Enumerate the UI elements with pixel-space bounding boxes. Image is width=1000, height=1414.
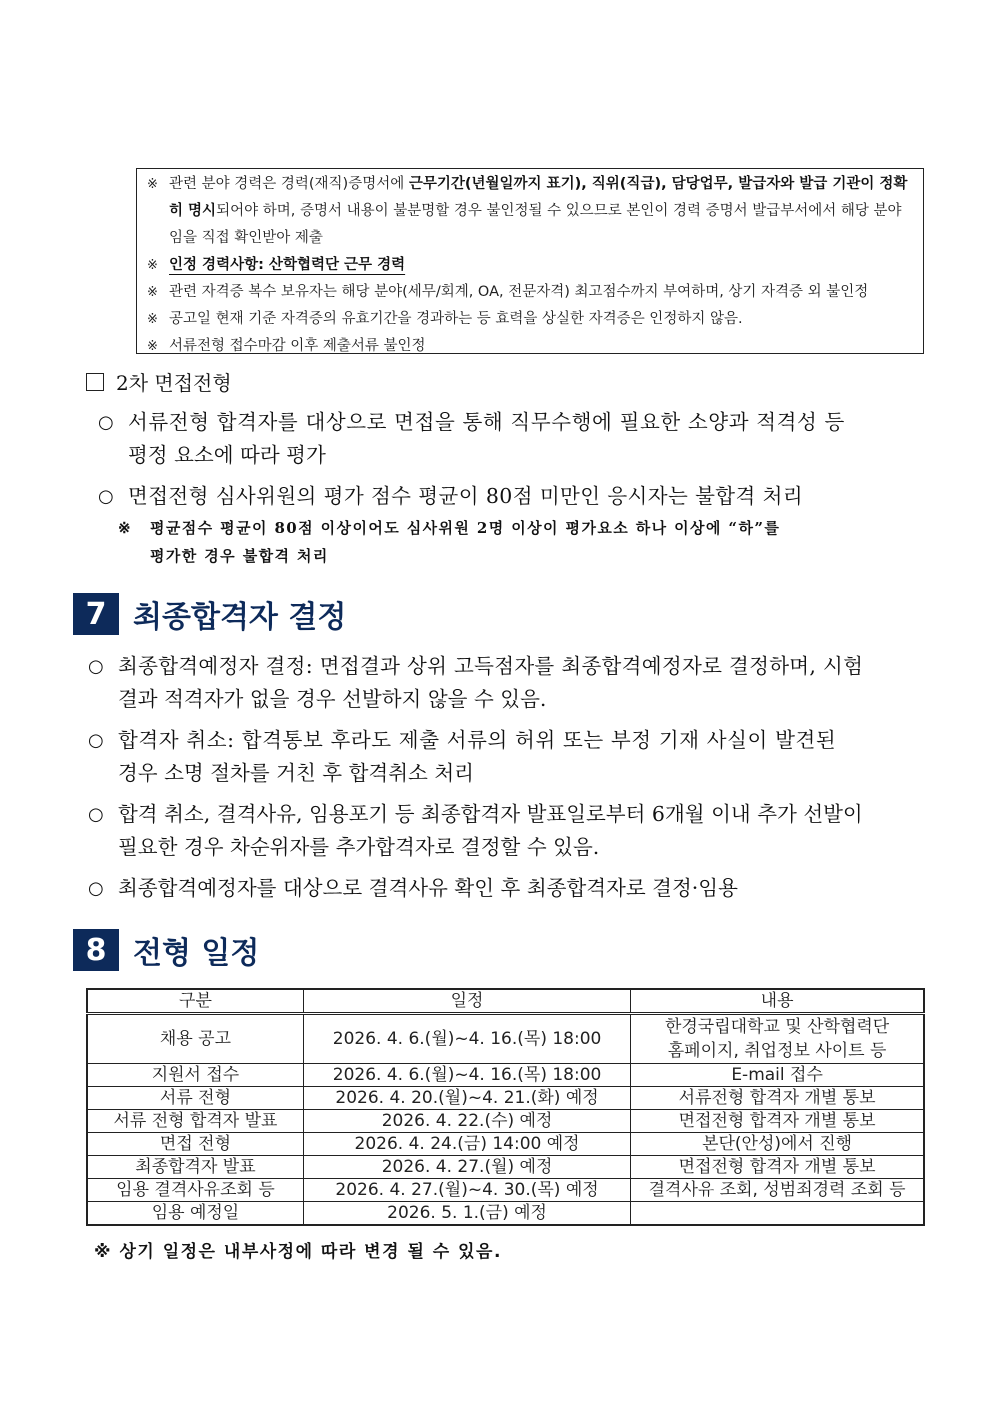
schedule-footnote: ※ 상기 일정은 내부사정에 따라 변경 될 수 있음.: [94, 1242, 502, 1262]
section-number: 8: [73, 929, 119, 971]
section7-item-1: ○ 최종합격예정자 결정: 면접결과 상위 고득점자를 최종합격예정자로 결정하며, 시험 결과 적격자가 없을 경우 선발하지 않을 수 있음.: [88, 654, 864, 711]
table-row: [87, 1110, 924, 1133]
table-row: [87, 1133, 924, 1156]
table-cell: 2026. 4. 20.(월)~4. 21.(화) 예정: [303, 1087, 630, 1110]
schedule-table: [86, 988, 925, 1226]
table-cell: [631, 1202, 924, 1226]
section-number: 7: [73, 593, 119, 635]
table-cell: 서류전형 합격자 개별 통보: [631, 1087, 924, 1110]
table-row: [87, 1156, 924, 1179]
table-cell: 면접전형 합격자 개별 통보: [631, 1110, 924, 1133]
notice-box: [136, 168, 924, 354]
column-header: 구분: [87, 989, 303, 1014]
table-cell: 서류 전형 합격자 발표: [87, 1110, 303, 1133]
note-bold-text: 근무기간(년월일까지 표기), 직위(직급), 담당업무, 발급자와 발급 기관이 정확히 명시: [169, 176, 908, 219]
table-row: [87, 1064, 924, 1087]
column-header: 내용: [631, 989, 924, 1014]
table-cell: 서류 전형: [87, 1087, 303, 1110]
table-cell: 2026. 4. 22.(수) 예정: [303, 1110, 630, 1133]
table-cell: 2026. 4. 6.(월)~4. 16.(목) 18:00: [303, 1064, 630, 1087]
note-certificates: ※ 관련 자격증 복수 보유자는 해당 분야(세무/회계, OA, 전문자격) 최고점수까지 부여하며, 상기 자격증 외 불인정: [147, 284, 869, 300]
table-row: [87, 1179, 924, 1202]
note-deadline: ※ 서류전형 접수마감 이후 제출서류 불인정: [147, 338, 426, 354]
table-header-row: [87, 989, 924, 1014]
section-7-heading: [73, 592, 346, 636]
interview-heading: 2차 면접전형: [86, 367, 232, 396]
section-title: 최종합격자 결정: [133, 600, 347, 635]
note-certificate-validity: ※ 공고일 현재 기준 자격증의 유효기간을 경과하는 등 효력을 상실한 자격증은 인정하지 않음.: [147, 311, 743, 327]
interview-subnote: ※ 평균점수 평균이 80점 이상이어도 심사위원 2명 이상이 평가요소 하나 이상에 “하”를 평가한 경우 불합격 처리: [118, 519, 781, 565]
table-cell: 면접 전형: [87, 1133, 303, 1156]
table-cell: 2026. 4. 27.(월)~4. 30.(목) 예정: [303, 1179, 630, 1202]
table-cell: E-mail 접수: [631, 1064, 924, 1087]
section7-item-2: ○ 합격자 취소: 합격통보 후라도 제출 서류의 허위 또는 부정 기재 사실이 발견된 경우 소명 절차를 거친 후 합격취소 처리: [88, 728, 837, 785]
table-row: [87, 1014, 924, 1064]
table-cell: 지원서 접수: [87, 1064, 303, 1087]
table-row: [87, 1202, 924, 1226]
section-title: 전형 일정: [133, 936, 260, 971]
column-header: 일정: [303, 989, 630, 1014]
interview-item-1: ○ 서류전형 합격자를 대상으로 면접을 통해 직무수행에 필요한 소양과 적격성 등 평정 요소에 따라 평가: [98, 410, 845, 467]
note-career-proof: ※ 관련 분야 경력은 경력(재직)증명서에 근무기간(년월일까지 표기), 직위(직급), 담당업무, 발급자와 발급 기관이 정확히 명시되어야 하며, 증명서 내용이 불분명할 경우 불인정될 수 있으므로 본인이 경력 증명서 발급부서에서 해당 분야임을 직접 확인받아 제출: [147, 171, 915, 252]
table-cell: 채용 공고: [87, 1014, 303, 1064]
section7-item-3: ○ 합격 취소, 결격사유, 임용포기 등 최종합격자 발표일로부터 6개월 이내 추가 선발이 필요한 경우 차순위자를 추가합격자로 결정할 수 있음.: [88, 802, 863, 859]
section-8-heading: [73, 928, 259, 972]
note-recognized-career: ※ 인정 경력사항: 산학협력단 근무 경력: [147, 257, 406, 273]
table-cell: 면접전형 합격자 개별 통보: [631, 1156, 924, 1179]
table-cell: 2026. 4. 27.(월) 예정: [303, 1156, 630, 1179]
table-cell: 2026. 4. 6.(월)~4. 16.(목) 18:00: [303, 1014, 630, 1064]
checkbox-square-icon: [86, 373, 104, 391]
table-cell: 임용 결격사유조회 등: [87, 1179, 303, 1202]
table-cell: 최종합격자 발표: [87, 1156, 303, 1179]
table-cell: 2026. 4. 24.(금) 14:00 예정: [303, 1133, 630, 1156]
table-cell: 결격사유 조회, 성범죄경력 조회 등: [631, 1179, 924, 1202]
table-cell: 임용 예정일: [87, 1202, 303, 1226]
table-cell: 2026. 5. 1.(금) 예정: [303, 1202, 630, 1226]
note-mark: ※: [147, 177, 158, 192]
table-cell: 본단(안성)에서 진행: [631, 1133, 924, 1156]
interview-item-2: ○ 면접전형 심사위원의 평가 점수 평균이 80점 미만인 응시자는 불합격 처리: [98, 484, 804, 508]
table-cell: 한경국립대학교 및 산학협력단 홈페이지, 취업정보 사이트 등: [631, 1014, 924, 1064]
table-row: [87, 1087, 924, 1110]
section7-item-4: ○ 최종합격예정자를 대상으로 결격사유 확인 후 최종합격자로 결정·임용: [88, 876, 738, 900]
